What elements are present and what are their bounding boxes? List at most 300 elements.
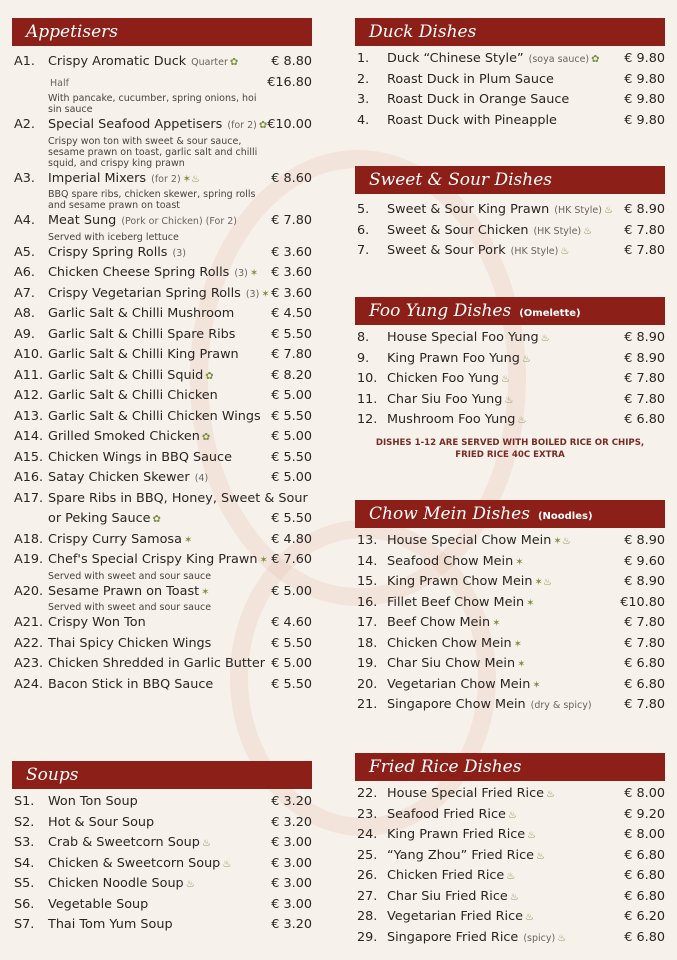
item-name: Garlic Salt & Chilli Chicken Wings: [48, 408, 261, 424]
item-code: A17.: [14, 490, 44, 506]
menu-item: [12, 530, 312, 551]
menu-item: [12, 386, 312, 407]
item-price: € 7.80: [624, 635, 665, 651]
item-name: Garlic Salt & Chilli Squid ✿: [48, 367, 214, 383]
note-line: DISHES 1-12 ARE SERVED WITH BOILED RICE OR CHIPS,: [375, 437, 645, 448]
item-code: 11.: [357, 391, 378, 407]
dish-icon: ✶: [249, 268, 259, 279]
section-soups: [12, 761, 312, 936]
item-code: 23.: [357, 806, 378, 822]
item-price: € 3.00: [271, 876, 312, 891]
dish-icon: ♨: [185, 879, 195, 890]
item-code: S6.: [14, 896, 35, 912]
item-code: A20.: [14, 583, 44, 599]
menu-item: [12, 833, 312, 854]
dish-icon: ✿: [591, 54, 600, 65]
item-name: House Special Foo Yung ♨: [387, 330, 550, 345]
item-code: A14.: [14, 429, 44, 444]
dish-icon: ♨: [525, 912, 534, 923]
item-code: S3.: [14, 835, 35, 850]
dish-icon: ♨: [500, 374, 510, 385]
item-code: 19.: [357, 656, 378, 671]
item-code: 7.: [357, 243, 370, 258]
dish-icon: ✶: [492, 618, 501, 629]
item-code: 18.: [357, 635, 378, 651]
dish-icon: ✿: [152, 514, 161, 525]
item-name: Spare Ribs in BBQ, Honey, Sweet & Sour: [48, 490, 308, 506]
dish-icon: ♨: [201, 838, 211, 849]
item-price: € 7.80: [624, 391, 665, 407]
menu-item: [12, 366, 312, 387]
menu-item: [355, 241, 665, 262]
item-price: € 4.50: [271, 306, 312, 321]
item-code: A11.: [14, 367, 44, 383]
item-code: A7.: [14, 285, 35, 301]
menu-item: [12, 613, 312, 634]
item-code: 5.: [357, 202, 370, 217]
menu-item: [355, 410, 665, 431]
item-name: Singapore Chow Mein (dry & spicy): [387, 697, 592, 712]
item-code: A12.: [14, 388, 44, 403]
menu-item: [12, 284, 312, 305]
item-price: € 7.80: [624, 371, 665, 386]
item-price: € 3.60: [271, 285, 312, 301]
item-price: € 7.80: [624, 697, 665, 712]
menu-item: [12, 675, 312, 696]
menu-item: [12, 211, 312, 232]
item-price: € 5.00: [271, 470, 312, 485]
item-price: € 8.90: [624, 330, 665, 345]
item-price: € 9.60: [624, 553, 665, 569]
item-name: Chicken Noodle Soup ♨: [48, 876, 195, 891]
item-name: Duck “Chinese Style” (soya sauce) ✿: [387, 51, 600, 66]
item-code: 26.: [357, 868, 378, 883]
item-name: Grilled Smoked Chicken ✿: [48, 429, 211, 444]
menu-item: [12, 792, 312, 813]
item-code: A10.: [14, 347, 44, 362]
menu-item: [12, 115, 312, 136]
item-price: € 7.80: [271, 213, 312, 228]
item-note: (HK Style): [551, 205, 602, 216]
item-price: € 6.80: [624, 888, 665, 904]
item-price: € 8.20: [271, 367, 312, 383]
dish-icon: ✶: [183, 534, 193, 546]
item-code: S4.: [14, 855, 35, 871]
menu-item: [355, 593, 665, 614]
item-code: 28.: [357, 909, 378, 924]
dish-icon: ✿: [201, 432, 211, 443]
menu-item: [355, 369, 665, 390]
item-price: € 7.80: [271, 347, 312, 362]
section-title-text: Chow Mein Dishes: [369, 504, 530, 524]
item-name: Sweet & Sour King Prawn (HK Style) ♨: [387, 202, 613, 217]
menu-item: [355, 531, 665, 552]
item-price: € 3.60: [271, 244, 312, 260]
item-price: € 9.80: [624, 112, 665, 128]
item-price: € 4.60: [271, 615, 312, 630]
item-code: 15.: [357, 574, 378, 589]
section-duck: [355, 18, 665, 131]
item-code: 6.: [357, 222, 370, 238]
item-code: 10.: [357, 371, 378, 386]
section-title: Sweet & Sour Dishes: [355, 166, 665, 194]
item-price: € 8.90: [624, 350, 665, 366]
item-name: “Yang Zhou” Fried Rice ♨: [387, 847, 545, 863]
menu-item: [355, 49, 665, 70]
item-price: € 6.80: [624, 847, 665, 863]
item-name: Crispy Spring Rolls (3): [48, 244, 186, 260]
dish-icon: ✶: [261, 288, 270, 300]
menu-item: [12, 813, 312, 834]
item-code: A18.: [14, 531, 44, 547]
item-name: House Special Chow Mein ✶♨: [387, 533, 571, 548]
menu-item: [355, 907, 665, 928]
item-description: Served with iceberg lettuce: [48, 231, 179, 243]
item-note: (3): [231, 268, 248, 279]
menu-item: [355, 634, 665, 655]
dish-icon: ♨: [506, 871, 516, 882]
item-name: Crispy Curry Samosa ✶: [48, 531, 193, 547]
dish-icon: ✶♨: [553, 536, 571, 547]
item-price: € 3.20: [271, 814, 312, 830]
item-name: Chicken Fried Rice ♨: [387, 868, 516, 883]
menu-item: [355, 695, 665, 716]
dish-icon: ✶: [517, 659, 526, 670]
item-name: Chef's Special Crispy King Prawn ✶: [48, 552, 268, 567]
dish-icon: ♨: [509, 891, 519, 903]
item-code: 3.: [357, 92, 370, 107]
section-subtitle: (Omelette): [519, 308, 581, 319]
item-name: Roast Duck in Orange Sauce: [387, 92, 570, 107]
menu-item: [12, 854, 312, 875]
section-title: [355, 297, 665, 325]
item-code: 21.: [357, 697, 378, 712]
menu-item: [12, 263, 312, 284]
item-price: € 5.00: [271, 656, 312, 671]
item-code: 22.: [357, 786, 378, 801]
dish-icon: ♨: [504, 394, 514, 406]
menu-item: [355, 675, 665, 696]
menu-item: [12, 654, 312, 675]
item-price: €10.00: [267, 117, 312, 132]
dish-icon: ♨: [536, 850, 545, 862]
item-name: Chicken Wings in BBQ Sauce: [48, 449, 232, 465]
dish-icon: ✶: [515, 556, 524, 568]
item-price: € 5.00: [271, 429, 312, 444]
item-code: S1.: [14, 794, 35, 809]
dish-icon: ✶: [201, 586, 210, 598]
item-name: Crispy Won Ton: [48, 615, 146, 630]
section-title: Fried Rice Dishes: [355, 753, 665, 781]
menu-item: [355, 552, 665, 573]
item-name: Chicken Chow Mein ✶: [387, 635, 523, 651]
item-code: A4.: [14, 213, 35, 228]
item-name: Hot & Sour Soup: [48, 814, 155, 830]
menu-item: [355, 572, 665, 593]
item-price: € 5.50: [271, 511, 312, 526]
item-code: 4.: [357, 112, 370, 128]
item-code: A2.: [14, 117, 35, 132]
item-price: € 9.80: [624, 92, 665, 107]
item-price: € 5.50: [271, 449, 312, 465]
menu-item: [355, 111, 665, 132]
item-name: Singapore Fried Rice (spicy) ♨: [387, 929, 567, 945]
menu-item: [355, 390, 665, 411]
item-note: Half: [50, 77, 69, 89]
section-title: [355, 500, 665, 528]
item-code: 9.: [357, 350, 370, 366]
item-name: Roast Duck in Plum Sauce: [387, 71, 554, 87]
dish-icon: ✿: [205, 370, 214, 382]
item-price: € 7.80: [624, 615, 665, 630]
item-name: House Special Fried Rice ♨: [387, 786, 555, 801]
item-name: Vegetable Soup: [48, 896, 149, 912]
dish-icon: ♨: [527, 830, 537, 841]
menu-item: [12, 73, 312, 94]
menu-item: [12, 52, 312, 73]
menu-item: [12, 468, 312, 489]
menu-item: [12, 325, 312, 346]
item-price: € 9.80: [624, 71, 665, 87]
item-code: A6.: [14, 265, 35, 280]
item-name: Crab & Sweetcorn Soup ♨: [48, 835, 211, 850]
item-code: A15.: [14, 449, 44, 465]
item-price: € 3.00: [271, 835, 312, 850]
item-price: €10.80: [620, 594, 665, 610]
item-code: 24.: [357, 827, 378, 842]
menu-item: [12, 915, 312, 936]
soups-list: [12, 792, 312, 936]
item-name: Chicken Cheese Spring Rolls (3) ✶: [48, 265, 259, 280]
item-name: Mushroom Foo Yung ♨: [387, 412, 527, 427]
item-name: Vegetarian Chow Mein ✶: [387, 676, 541, 692]
item-note: (spicy): [520, 932, 556, 944]
item-name: Char Siu Foo Yung ♨: [387, 391, 514, 407]
foo-yung-list: [355, 328, 665, 431]
dish-icon: ✶: [526, 597, 535, 609]
item-name: King Prawn Chow Mein ✶♨: [387, 574, 552, 589]
item-code: A19.: [14, 552, 44, 567]
item-code: 27.: [357, 888, 378, 904]
section-title: Duck Dishes: [355, 18, 665, 46]
dish-icon: ♨: [557, 932, 567, 944]
menu-item: [12, 489, 312, 510]
item-name: Roast Duck with Pineapple: [387, 112, 557, 128]
item-name: Imperial Mixers (for 2) ✶♨: [48, 170, 201, 186]
item-name: Garlic Salt & Chilli King Prawn: [48, 347, 239, 362]
section-fried-rice: [355, 753, 665, 948]
item-code: 16.: [357, 594, 378, 610]
menu-item: [12, 243, 312, 264]
item-name: Thai Spicy Chicken Wings: [48, 635, 212, 651]
item-price: € 6.80: [624, 656, 665, 671]
sweet-sour-list: [355, 200, 665, 262]
menu-item: [12, 874, 312, 895]
item-description: Crispy won ton with sweet & sour sauce, sesame prawn on toast, garlic salt and chilli squid, and crispy king prawn: [48, 135, 258, 169]
item-name: Chicken & Sweetcorn Soup ♨: [48, 855, 232, 871]
dish-icon: ♨: [546, 789, 555, 800]
item-name: Fillet Beef Chow Mein ✶: [387, 594, 535, 610]
item-note: (HK Style): [507, 246, 559, 257]
item-name: Crispy Vegetarian Spring Rolls (3) ✶: [48, 285, 270, 301]
item-code: A22.: [14, 635, 44, 651]
menu-item: [355, 866, 665, 887]
item-name: Satay Chicken Skewer (4): [48, 470, 209, 485]
item-name: Garlic Salt & Chilli Chicken: [48, 388, 218, 403]
item-name: Garlic Salt & Chilli Spare Ribs: [48, 326, 236, 342]
item-code: A24.: [14, 676, 44, 692]
item-code: 25.: [357, 847, 378, 863]
appetisers-list: [12, 52, 312, 695]
item-name: Special Seafood Appetisers (for 2) ✿: [48, 117, 268, 132]
item-code: A3.: [14, 170, 35, 186]
dish-icon: ♨: [517, 415, 527, 426]
item-price: € 4.80: [271, 531, 312, 547]
menu-item: [355, 654, 665, 675]
menu-item: [12, 304, 312, 325]
item-name: Bacon Stick in BBQ Sauce: [48, 676, 214, 692]
menu-item: [355, 221, 665, 242]
menu-item: [12, 634, 312, 655]
dish-icon: ♨: [603, 205, 613, 216]
item-name: Seafood Chow Mein ✶: [387, 553, 524, 569]
item-code: A13.: [14, 408, 44, 424]
item-code: A5.: [14, 244, 35, 260]
item-name: King Prawn Foo Yung ♨: [387, 350, 531, 366]
dish-icon: ♨: [560, 246, 570, 257]
item-name: Sweet & Sour Pork (HK Style) ♨: [387, 243, 570, 258]
item-code: A21.: [14, 615, 44, 630]
menu-item: [355, 70, 665, 91]
item-note: (4): [191, 473, 209, 484]
menu-item: [12, 550, 312, 571]
item-code: 2.: [357, 71, 370, 87]
dish-icon: ♨: [540, 333, 550, 344]
item-code: 1.: [357, 51, 370, 66]
menu-item: [355, 613, 665, 634]
item-code: 13.: [357, 533, 378, 548]
menu-item: [355, 200, 665, 221]
duck-list: [355, 49, 665, 131]
item-price: € 5.50: [271, 676, 312, 692]
item-note: (3): [169, 247, 186, 259]
menu-item: [12, 448, 312, 469]
item-code: 17.: [357, 615, 378, 630]
item-code: A9.: [14, 326, 35, 342]
item-name: Sweet & Sour Chicken (HK Style) ♨: [387, 222, 593, 238]
item-price: € 6.80: [624, 676, 665, 692]
item-code: S7.: [14, 917, 35, 932]
menu-item: [12, 582, 312, 603]
item-code: A8.: [14, 306, 35, 321]
item-price: € 6.80: [624, 412, 665, 427]
item-code: A1.: [14, 54, 35, 69]
item-price: € 3.60: [271, 265, 312, 280]
item-code: A23.: [14, 656, 44, 671]
item-price: € 3.20: [271, 917, 312, 932]
menu-item: [355, 349, 665, 370]
item-price: € 9.80: [624, 51, 665, 66]
item-price: € 8.60: [271, 170, 312, 186]
item-price: € 7.60: [271, 552, 312, 567]
dish-icon: ♨: [583, 225, 593, 237]
item-description: With pancake, cucumber, spring onions, hoi sin sauce: [48, 93, 257, 115]
menu-item: [355, 846, 665, 867]
item-note: (dry & spicy): [527, 700, 592, 711]
item-price: € 7.80: [624, 243, 665, 258]
section-title-text: Foo Yung Dishes: [369, 301, 512, 321]
dish-icon: ✶: [532, 679, 541, 691]
item-code: 20.: [357, 676, 378, 692]
item-name: Seafood Fried Rice ♨: [387, 806, 517, 822]
menu-item: [355, 887, 665, 908]
item-note: (for 2): [224, 120, 257, 131]
item-price: € 8.00: [624, 827, 665, 842]
item-name: Sesame Prawn on Toast ✶: [48, 583, 210, 599]
item-price: €16.80: [267, 74, 312, 90]
menu-item: [12, 427, 312, 448]
menu-item: [355, 328, 665, 349]
item-note: (HK Style): [530, 225, 582, 237]
menu-item: [12, 895, 312, 916]
section-chow-mein: [355, 500, 665, 716]
item-name: Beef Chow Mein ✶: [387, 615, 501, 630]
item-note: (for 2): [148, 173, 181, 185]
item-price: € 8.80: [271, 54, 312, 69]
item-price: € 8.90: [624, 202, 665, 217]
dish-icon: ✿: [229, 57, 239, 68]
item-price: € 6.80: [624, 929, 665, 945]
item-price: € 6.20: [624, 909, 665, 924]
dish-icon: ✿: [258, 120, 268, 131]
item-code: 29.: [357, 929, 378, 945]
item-code: 12.: [357, 412, 378, 427]
item-price: € 9.20: [624, 806, 665, 822]
section-sweet-sour: [355, 166, 665, 262]
item-description: Served with sweet and sour sauce: [48, 570, 212, 582]
dish-icon: ✶: [259, 555, 268, 566]
item-name: Vegetarian Fried Rice ♨: [387, 909, 534, 924]
dish-icon: ♨: [507, 809, 517, 821]
item-name: Won Ton Soup: [48, 794, 138, 809]
item-price: € 8.00: [624, 786, 665, 801]
item-price: € 3.20: [271, 794, 312, 809]
section-subtitle: (Noodles): [537, 511, 593, 522]
menu-item: [355, 928, 665, 949]
section-appetisers: [12, 18, 312, 695]
item-name: Chicken Shredded in Garlic Butter: [48, 656, 266, 671]
item-price: € 5.50: [271, 326, 312, 342]
menu-item: [355, 805, 665, 826]
item-name: Char Siu Fried Rice ♨: [387, 888, 519, 904]
item-note: (soya sauce): [525, 54, 590, 65]
served-with-note: [355, 437, 665, 461]
item-price: € 5.50: [271, 408, 312, 424]
menu-item: [12, 407, 312, 428]
item-code: S2.: [14, 814, 35, 830]
item-price: € 5.00: [271, 583, 312, 599]
item-name: Chicken Foo Yung ♨: [387, 371, 510, 386]
item-price: € 3.00: [271, 855, 312, 871]
item-name: [48, 75, 69, 90]
item-price: € 3.00: [271, 896, 312, 912]
dish-icon: ♨: [222, 858, 232, 870]
section-title: Appetisers: [12, 18, 312, 46]
item-price: € 6.80: [624, 868, 665, 883]
item-name: Char Siu Chow Mein ✶: [387, 656, 526, 671]
section-foo-yung: [355, 297, 665, 461]
menu-item: [355, 784, 665, 805]
